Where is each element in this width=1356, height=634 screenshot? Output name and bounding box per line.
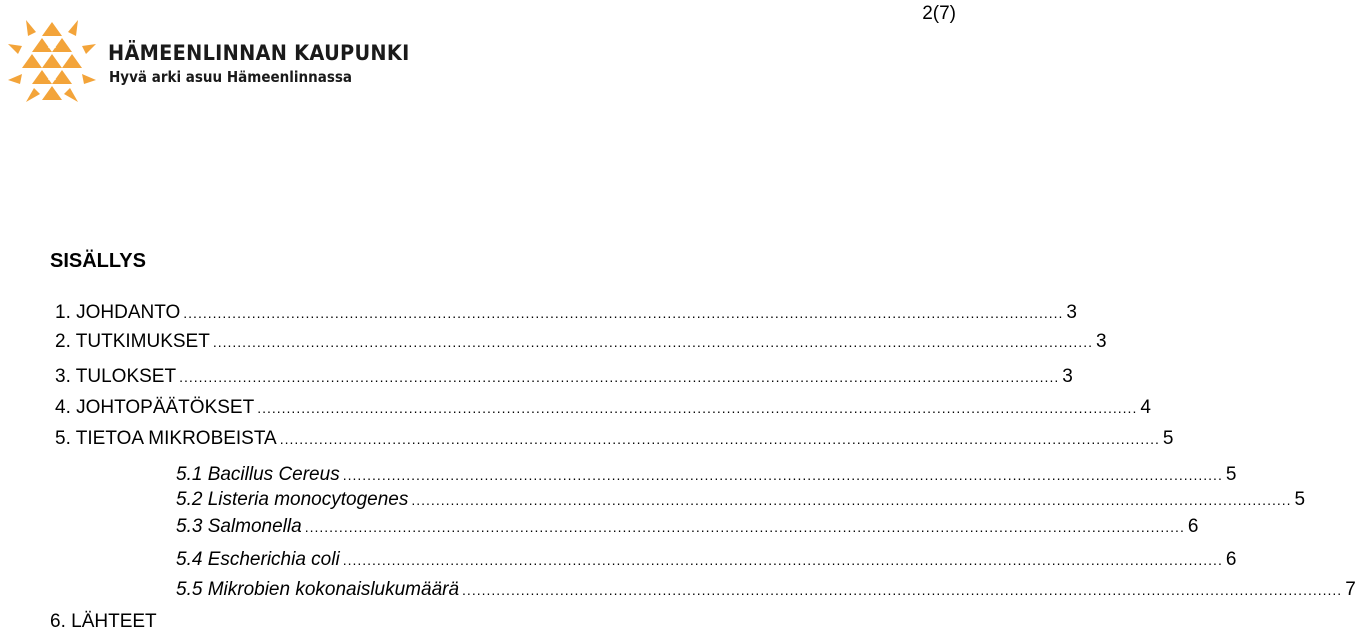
- toc-entry-page: 3: [1066, 302, 1077, 323]
- page-number: 2(7): [922, 3, 956, 24]
- toc-entry-label: 4. JOHTOPÄÄTÖKSET: [55, 397, 255, 418]
- toc-entry-listeria[interactable]: [176, 488, 1306, 512]
- toc-leader-dots: ....................................................................................................................................................................................: [304, 519, 1185, 535]
- toc-entry-salmonella[interactable]: [176, 515, 1199, 539]
- toc-entry-mikrobien-kokonaislukumaara[interactable]: [176, 578, 1356, 602]
- toc-leader-dots: ....................................................................................................................................................................................: [462, 582, 1343, 598]
- toc-entry-page: 3: [1095, 331, 1107, 352]
- toc-entry-johdanto[interactable]: [55, 301, 1077, 325]
- header-logo: [6, 14, 410, 106]
- toc-leader-dots: ....................................................................................................................................................................................: [342, 467, 1223, 483]
- organization-slogan: Hyvä arki asuu Hämeenlinnassa: [109, 68, 353, 86]
- toc-entry-label: 5.1 Bacillus Cereus: [176, 464, 340, 485]
- toc-entry-label: 5.4 Escherichia coli: [176, 549, 340, 570]
- toc-entry-page: 5: [1162, 428, 1174, 449]
- toc-entry-label: 5.2 Listeria monocytogenes: [176, 489, 409, 510]
- toc-leader-dots: ....................................................................................................................................................................................: [257, 400, 1138, 416]
- toc-leader-dots: ....................................................................................................................................................................................: [212, 334, 1093, 350]
- toc-entry-label: 3. TULOKSET: [55, 366, 177, 387]
- toc-leader-dots: ....................................................................................................................................................................................: [342, 552, 1223, 568]
- toc-leader-dots: ....................................................................................................................................................................................: [411, 492, 1292, 508]
- toc-entry-page: 6: [1225, 549, 1237, 570]
- toc-entry-label: 5. TIETOA MIKROBEISTA: [55, 428, 277, 449]
- toc-entry-escherichia-coli[interactable]: [176, 548, 1237, 572]
- toc-entry-page: 7: [1345, 579, 1356, 600]
- toc-entry-label: 5.5 Mikrobien kokonaislukumäärä: [176, 579, 460, 600]
- toc-entry-page: 4: [1140, 397, 1151, 418]
- toc-entry-johtopaatokset[interactable]: [55, 396, 1151, 420]
- toc-entry-page: 3: [1062, 366, 1073, 387]
- toc-entry-tutkimukset[interactable]: [55, 330, 1107, 354]
- toc-entry-page: 5: [1225, 464, 1237, 485]
- toc-leader-dots: ....................................................................................................................................................................................: [279, 431, 1160, 447]
- toc-leader-dots: ....................................................................................................................................................................................: [183, 305, 1064, 321]
- toc-entry-tulokset[interactable]: [55, 365, 1073, 389]
- toc-entry-tietoa-mikrobeista[interactable]: [55, 427, 1174, 451]
- hameenlinna-sun-emblem-icon: [6, 14, 98, 106]
- toc-entry-bacillus-cereus[interactable]: [176, 463, 1237, 487]
- toc-entry-label: 1. JOHDANTO: [55, 302, 181, 323]
- toc-entry-page: 6: [1187, 516, 1199, 537]
- toc-entry-lahteet[interactable]: 6. LÄHTEET: [50, 611, 157, 632]
- toc-heading: SISÄLLYS: [50, 250, 146, 272]
- toc-leader-dots: ....................................................................................................................................................................................: [179, 369, 1060, 385]
- toc-entry-page: 5: [1294, 489, 1306, 510]
- toc-entry-label: 5.3 Salmonella: [176, 516, 302, 537]
- toc-entry-label: 2. TUTKIMUKSET: [55, 331, 210, 352]
- organization-name: HÄMEENLINNAN KAUPUNKI: [108, 41, 410, 65]
